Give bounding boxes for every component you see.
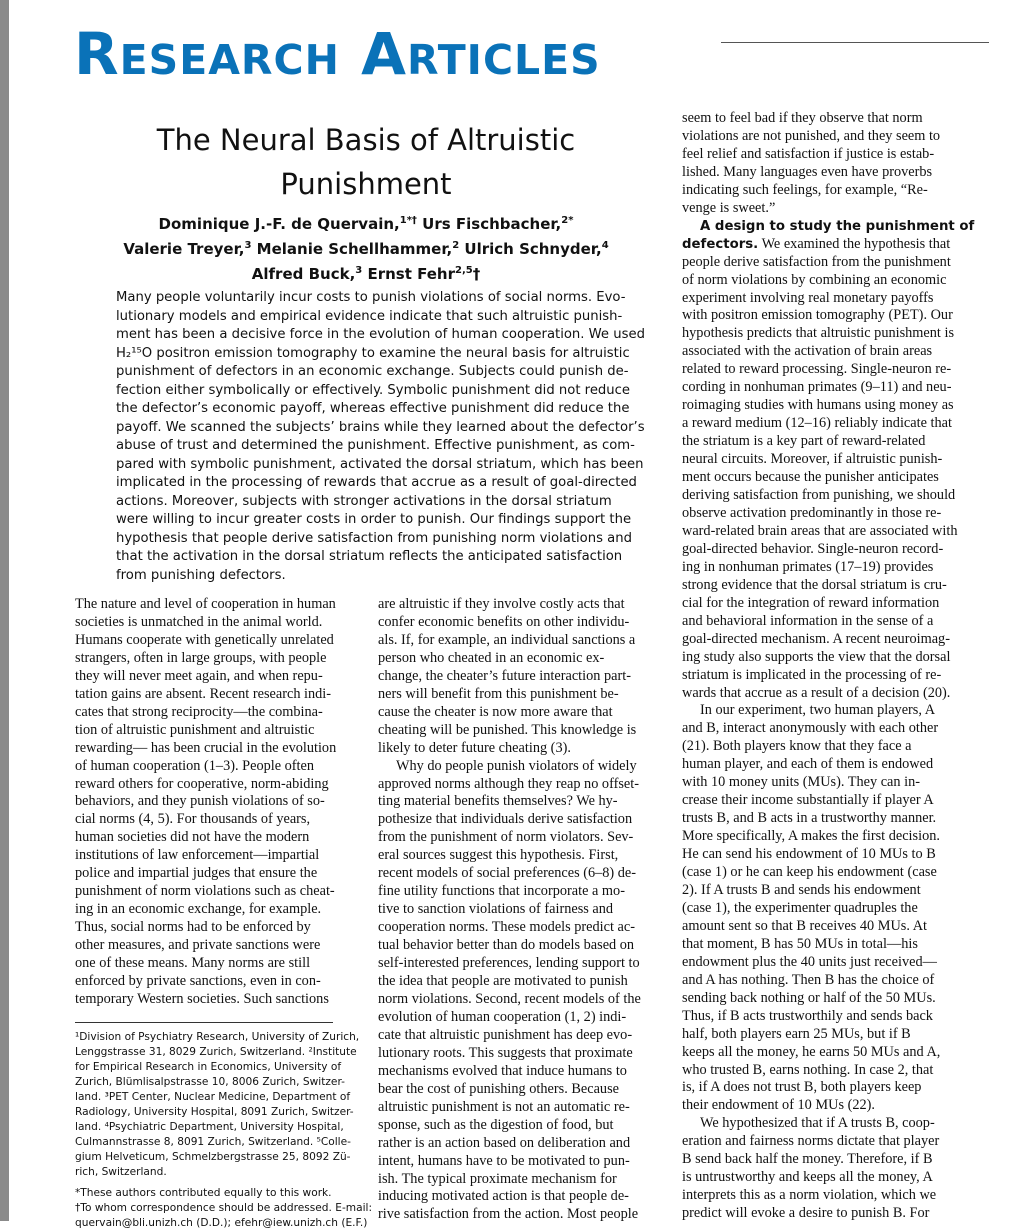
text-line: who trusted B, earns nothing. In case 2, that: [682, 1061, 934, 1078]
text-line: with 10 money units (MUs). They can in-: [682, 774, 920, 791]
author-name: †: [472, 265, 481, 283]
text-line: the striatum is a key part of reward-related: [682, 433, 926, 450]
author-affiliation: 2: [452, 240, 460, 251]
text-line: rewarding— has been crucial in the evolution: [75, 739, 337, 756]
text-line: (case 1), the experimenter quadruples the: [682, 899, 918, 916]
text-line: change, the cheater’s future interaction part-: [378, 667, 631, 684]
author-name: Dominique J.-F. de Quervain,: [158, 215, 400, 233]
text-line: H₂¹⁵O positron emission tomography to examine the neural basis for altruistic: [116, 345, 630, 361]
text-line: 2). If A trusts B and sends his endowment: [682, 881, 921, 898]
article-title: The Neural Basis of Altruistic Punishment: [156, 123, 576, 201]
text-line: cording in nonhuman primates (9–11) and neu-: [682, 379, 952, 396]
text-line: for Empirical Research in Economics, University of: [75, 1061, 342, 1073]
text-line: implicated in the processing of rewards that accrue as a result of goal-directed: [116, 475, 637, 490]
text-line: goal-directed behavior. Single-neuron record-: [682, 540, 944, 557]
text-line: ing in an economic exchange, for example.: [75, 901, 322, 918]
text-line: trusts B, and B acts in a trustworthy manner.: [682, 810, 937, 827]
text-line: Zurich, Blümlisalpstrasse 10, 8006 Zurich, Switzer-: [75, 1076, 345, 1088]
text-line: and behavioral information in the sense of a: [682, 612, 934, 629]
text-line: cates that strong reciprocity—the combina-: [75, 703, 323, 720]
text-line: deriving satisfaction from punishing, we should: [682, 487, 956, 504]
text-line: rich, Switzerland.: [75, 1166, 167, 1178]
text-line: and B, interact anonymously with each other: [682, 720, 939, 737]
text-line: cial norms (4, 5). For thousands of years,: [75, 811, 311, 828]
text-line: cause the cheater is now more aware that: [378, 703, 613, 720]
text-line: of human cooperation (1–3). People often: [75, 757, 315, 774]
text-line: ting material benefits themselves? We hy-: [378, 793, 618, 810]
text-line: reward others for cooperative, norm-abiding: [75, 775, 329, 792]
text-line: the idea that people are motivated to punish: [378, 973, 628, 990]
text-line: Why do people punish violators of widely: [396, 757, 637, 774]
text-line: cate that altruistic punishment has deep evo-: [378, 1026, 633, 1043]
section-heading-text: A design to study the punishment of: [700, 218, 975, 234]
author-affiliation: 3: [355, 265, 363, 276]
text-line: other measures, and private sanctions were: [75, 937, 321, 954]
text-line: lutionary roots. This suggests that proximate: [378, 1044, 633, 1061]
page-edge-bar: [0, 0, 9, 1221]
text-line: inducing motivated action is that people de-: [378, 1188, 629, 1205]
text-line: In our experiment, two human players, A: [700, 702, 936, 719]
text-line: We hypothesized that if A trusts B, coop-: [700, 1115, 935, 1132]
text-line: are altruistic if they involve costly acts that: [378, 596, 625, 612]
text-line: with positron emission tomography (PET). Our: [682, 307, 953, 324]
text-line: ners will benefit from this punishment be-: [378, 685, 619, 702]
affiliation-footnote: [75, 1030, 360, 1180]
text-line: likely to deter future cheating (3).: [378, 739, 571, 756]
text-line: abuse of trust and determined the punishment. Effective punishment, as com-: [116, 438, 635, 453]
text-line: societies is unmatched in the animal world.: [75, 613, 323, 630]
section-heading-text: defectors.: [682, 236, 759, 252]
text-line: fection either symbolically or effectively. Symbolic punishment did not reduce: [116, 382, 631, 398]
text-line: tion of altruistic punishment and altruistic: [75, 721, 315, 738]
text-line: (case 1) or he can keep his endowment (case: [682, 864, 937, 881]
text-line: related to reward processing. Single-neuron re-: [682, 361, 952, 378]
author-name: Ulrich Schnyder,: [459, 240, 602, 258]
author-line: [116, 210, 616, 235]
text-line: payoff. We scanned the subjects’ brains while they learned about the defector’s: [116, 419, 645, 435]
body-column-middle: [378, 596, 658, 1224]
text-line: amount sent so that B receives 40 MUs. At: [682, 917, 928, 934]
correspondence-note: [75, 1201, 373, 1231]
text-line: als. If, for example, an individual sanctions a: [378, 631, 636, 648]
text-line: ing in nonhuman primates (17–19) provides: [682, 558, 934, 575]
text-line: were willing to incur greater costs in order to punish. Our findings support the: [116, 512, 632, 527]
author-affiliation: 1*†: [399, 215, 417, 226]
text-line: violations are not punished, and they seem to: [682, 127, 941, 144]
text-line: sending back nothing or half of the 50 MUs.: [682, 989, 936, 1006]
text-line: experiment involving real monetary payoffs: [682, 289, 934, 306]
text-line: Thus, social norms had to be enforced by: [75, 919, 311, 936]
text-line: feel relief and satisfaction if justice is estab-: [682, 145, 935, 162]
text-line: temporary Western societies. Such sanctions: [75, 990, 329, 1007]
text-line: evolution of human cooperation (1, 2) indi-: [378, 1008, 627, 1025]
text-line: quervain@bli.unizh.ch (D.D.); efehr@iew.unizh.ch (E.F.): [75, 1217, 368, 1229]
text-line: enforced by private sanctions, even in con-: [75, 973, 321, 990]
text-line: punishment of norm violations such as cheat-: [75, 883, 335, 900]
text-line: He can send his endowment of 10 MUs to B: [682, 846, 936, 863]
paragraph-text: We examined the hypothesis that: [758, 235, 951, 252]
text-line: confer economic benefits on other individu-: [378, 613, 630, 630]
text-line: endowment plus the 40 units just received—: [682, 953, 937, 970]
header-rule: [721, 42, 989, 43]
text-line: fine utility functions that incorporate a mo-: [378, 883, 625, 900]
text-line: pared with symbolic punishment, activated the dorsal striatum, which has been: [116, 456, 644, 472]
text-line: is, if A does not trust B, both players keep: [682, 1079, 922, 1096]
text-line: self-interested preferences, lending support to: [378, 955, 640, 972]
text-line: observe activation predominantly in those re-: [682, 504, 942, 521]
text-line: tive to sanction violations of fairness and: [378, 901, 614, 918]
text-line: venge is sweet.”: [682, 199, 776, 216]
text-line: intent, humans have to be motivated to pun-: [378, 1152, 630, 1169]
text-line: from the punishment of norm violators. Sev-: [378, 829, 634, 846]
text-line: norm violations. Second, recent models of the: [378, 990, 641, 1007]
text-line: predict will evoke a desire to punish B. For: [682, 1205, 930, 1222]
text-line: ¹Division of Psychiatry Research, University of Zurich,: [75, 1031, 360, 1043]
text-line: goal-directed mechanism. A recent neuroimag-: [682, 630, 950, 647]
text-line: is untrustworthy and keeps all the money, A: [682, 1169, 933, 1186]
text-line: police and impartial judges that ensure the: [75, 865, 318, 882]
text-line: seem to feel bad if they observe that norm: [682, 110, 923, 126]
author-affiliation: 2*: [561, 215, 574, 226]
text-line: that the activation in the dorsal striatum reflects the anticipated satisfaction: [116, 549, 623, 564]
text-line: a reward medium (12–16) reliably indicate that: [682, 415, 952, 432]
text-line: and A has nothing. Then B has the choice of: [682, 971, 935, 988]
text-line: wards that accrue as a result of a decision (20).: [682, 684, 951, 701]
paragraph: [682, 254, 962, 703]
author-name: Melanie Schellhammer,: [251, 240, 453, 258]
text-line: More specifically, A makes the first decision.: [682, 828, 940, 845]
text-line: bear the cost of punishing others. Because: [378, 1080, 619, 1097]
text-line: Many people voluntarily incur costs to punish violations of social norms. Evo-: [116, 290, 626, 305]
text-line: of norm violations by combining an economic: [682, 271, 947, 288]
text-line: person who cheated in an economic ex-: [378, 649, 605, 666]
text-line: pothesize that individuals derive satisfaction: [378, 811, 633, 828]
text-line: altruistic punishment is not an automatic re-: [378, 1098, 630, 1115]
text-line: human societies did not have the modern: [75, 829, 310, 846]
author-affiliation: 2,5: [455, 265, 473, 276]
text-line: approved norms although they reap no offset-: [378, 775, 639, 792]
text-line: interprets this as a norm violation, which we: [682, 1187, 937, 1204]
text-line: recent models of social preferences (6–8) de-: [378, 865, 637, 882]
text-line: roimaging studies with humans using money as: [682, 397, 954, 414]
text-line: The nature and level of cooperation in human: [75, 596, 336, 612]
author-line: [116, 235, 616, 260]
author-affiliation: 4: [601, 240, 609, 251]
body-column-left: [75, 596, 355, 1009]
text-line: human player, and each of them is endowed: [682, 756, 934, 773]
text-line: tual behavior better than do models based on: [378, 937, 635, 954]
text-line: they will never meet again, and when repu-: [75, 667, 323, 684]
text-line: Culmannstrasse 8, 8091 Zurich, Switzerland. ⁵Colle-: [75, 1136, 351, 1148]
text-line: cial for the integration of reward information: [682, 594, 940, 611]
text-line: indicating such feelings, for example, “Re-: [682, 181, 928, 198]
text-line: ment has been a decisive force in the evolution of human cooperation. We used: [116, 327, 645, 342]
text-line: hypothesis predicts that altruistic punishment is: [682, 325, 955, 342]
text-line: tation gains are absent. Recent research indi-: [75, 685, 332, 702]
text-line: land. ⁴Psychiatric Department, University Hospital,: [75, 1121, 344, 1133]
text-line: Humans cooperate with genetically unrelated: [75, 631, 334, 648]
text-line: mechanisms evolved that induce humans to: [378, 1062, 627, 1079]
author-affiliation: 3: [244, 240, 252, 251]
author-name: Alfred Buck,: [251, 265, 356, 283]
text-line: institutions of law enforcement—impartial: [75, 847, 320, 864]
author-line: [116, 260, 616, 285]
text-line: gium Helveticum, Schmelzbergstrasse 25, 8092 Zü-: [75, 1151, 351, 1163]
text-line: eral sources suggest this hypothesis. First,: [378, 847, 619, 864]
text-line: ward-related brain areas that are associated with: [682, 522, 958, 539]
text-line: land. ³PET Center, Nuclear Medicine, Department of: [75, 1091, 351, 1103]
footnote-rule: [75, 1022, 333, 1023]
paragraph-line: [682, 236, 962, 254]
text-line: B send back half the money. Therefore, if B: [682, 1151, 933, 1168]
body-column-right: [682, 110, 975, 1223]
paragraph: [682, 110, 962, 218]
text-line: rather is an action based on deliberation and: [378, 1134, 631, 1151]
text-line: ing study also supports the view that the dorsal: [682, 648, 951, 665]
text-line: that moment, B has 50 MUs in total—his: [682, 935, 918, 952]
text-line: one of these means. Many norms are still: [75, 955, 311, 972]
section-heading: [682, 218, 975, 236]
text-line: people derive satisfaction from the punishment: [682, 253, 951, 270]
text-line: crease their income substantially if player A: [682, 792, 934, 809]
text-line: Thus, if B acts trustworthily and sends back: [682, 1007, 933, 1024]
text-line: rive satisfaction from the action. Most people: [378, 1206, 639, 1223]
abstract: [116, 289, 645, 585]
text-line: lutionary models and empirical evidence indicate that such altruistic punish-: [116, 308, 623, 324]
text-line: lished. Many languages even have proverbs: [682, 163, 933, 180]
text-line: (21). Both players know that they face a: [682, 738, 912, 755]
text-line: Radiology, University Hospital, 8091 Zurich, Switzer-: [75, 1106, 354, 1118]
text-line: hypothesis that people derive satisfaction from punishing norm violations and: [116, 530, 632, 546]
text-line: sponse, such as the digestion of food, but: [378, 1116, 614, 1133]
text-line: strangers, often in large groups, with people: [75, 649, 327, 666]
author-name: Valerie Treyer,: [123, 240, 245, 258]
text-line: neural circuits. Moreover, if altruistic punish-: [682, 451, 943, 468]
text-line: cheating will be punished. This knowledge is: [378, 721, 637, 738]
equal-contribution-note: *These authors contributed equally to this work.: [75, 1187, 332, 1199]
text-line: associated with the activation of brain areas: [682, 343, 933, 360]
text-line: half, both players earn 25 MUs, but if B: [682, 1025, 911, 1042]
text-line: behaviors, and they punish violations of so-: [75, 793, 325, 810]
section-header: Research Articles: [74, 20, 601, 88]
text-line: †To whom correspondence should be addressed. E-mail:: [75, 1202, 373, 1214]
text-line: striatum is implicated in the processing of re-: [682, 666, 942, 683]
text-line: the defector’s economic payoff, whereas effective punishment did reduce the: [116, 401, 630, 416]
text-line: ish. The typical proximate mechanism for: [378, 1170, 617, 1187]
text-line: ment occurs because the punisher anticipates: [682, 469, 939, 486]
author-list: [116, 210, 616, 285]
footnotes: [75, 1030, 373, 1231]
text-line: from punishing defectors.: [116, 567, 286, 583]
paragraph: [682, 702, 962, 1223]
text-line: their endowment of 10 MUs (22).: [682, 1097, 875, 1114]
author-name: Ernst Fehr: [362, 265, 455, 283]
text-line: Lenggstrasse 31, 8029 Zurich, Switzerland. ²Institute: [75, 1046, 357, 1058]
text-line: punishment of defectors in an economic exchange. Subjects could punish de-: [116, 364, 629, 379]
text-line: actions. Moreover, subjects with stronger activations in the dorsal striatum: [116, 493, 612, 509]
text-line: cooperation norms. These models predict ac-: [378, 919, 635, 936]
text-line: keeps all the money, he earns 50 MUs and A,: [682, 1043, 941, 1060]
text-line: eration and fairness norms dictate that player: [682, 1133, 940, 1150]
author-name: Urs Fischbacher,: [416, 215, 562, 233]
text-line: strong evidence that the dorsal striatum is cru-: [682, 576, 947, 593]
